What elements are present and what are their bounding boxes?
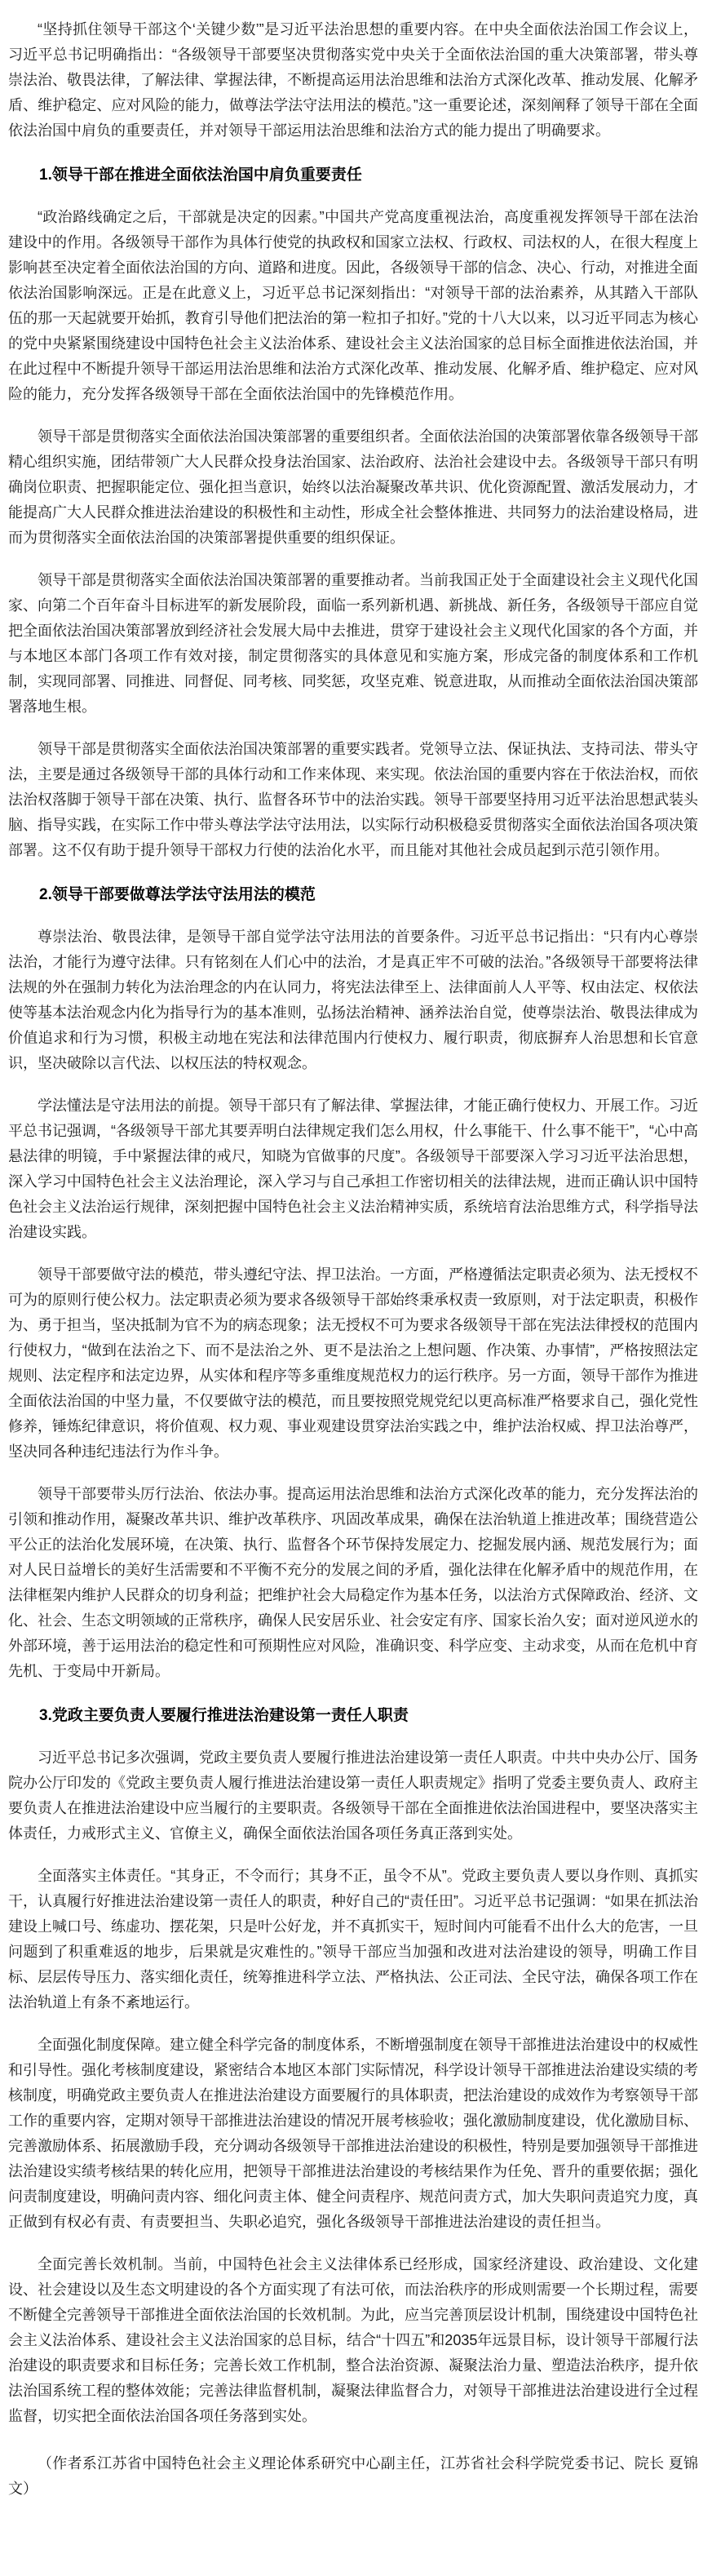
intro-paragraph: “坚持抓住领导干部这个‘关键少数’”是习近平法治思想的重要内容。在中央全面依法治国工作会议上，习近平总书记明确指出：“各级领导干部要坚决贯彻落实党中央关于全面依法治国的重大决策部署，带头尊崇法治、敬畏法律，了解法律、掌握法律，不断提高运用法治思维和法治方式深化改革、推动发展、化解矛盾、维护稳定、应对风险的能力，做尊法学法守法用法的模范。”这一重要论述，深刻阐释了领导干部在全面依法治国中肩负的重要责任，并对领导干部运用法治思维和法治方式的能力提出了明确要求。 [8, 21, 698, 139]
section-2-paragraph-3: 领导干部要做守法的模范，带头遵纪守法、捍卫法治。一方面，严格遵循法定职责必须为、法无授权不可为的原则行使公权力。法定职责必须为要求各级领导干部始终秉承权责一致原则，对于法定职责，积极作为、勇于担当，坚决抵制为官不为的病态现象；法无授权不可为要求各级领导干部在宪法法律授权的范围内行使权力，“做到在法治之下、而不是法治之外、更不是法治之上想问题、作决策、办事情”，严格按照法定规则、法定程序和法定边界，从实体和程序等多重维度规范权力的运行秩序。另一方面，领导干部作为推进全面依法治国的中坚力量，不仅要做守法的模范，而且要按照党规党纪以更高标准严格要求自己，强化党性修养，锤炼纪律意识，将价值观、权力观、事业观建设贯穿法治实践之中，维护法治权威、捍卫法治尊严，坚决同各种违纪违法行为作斗争。 [8, 1266, 698, 1460]
section-2-paragraph-1: 尊崇法治、敬畏法律，是领导干部自觉学法守法用法的首要条件。习近平总书记指出：“只有内心尊崇法治，才能行为遵守法律。只有铭刻在人们心中的法治，才是真正牢不可破的法治。”各级领导干部要将法律法规的外在强制力转化为法治理念的内在认同力，将宪法法律至上、法律面前人人平等、权由法定、权依法使等基本法治观念内化为指导行为的基本准则，弘扬法治精神、涵养法治自觉，使尊崇法治、敬畏法律成为价值追求和行为习惯，积极主动地在宪法和法律范围内行使权力、履行职责，彻底摒弃人治思想和长官意识，坚决破除以言代法、以权压法的特权观念。 [8, 929, 698, 1071]
section-1-paragraph-4: 领导干部是贯彻落实全面依法治国决策部署的重要实践者。党领导立法、保证执法、支持司法、带头守法，主要是通过各级领导干部的具体行动和工作来体现、来实现。依法治国的重要内容在于依法治权，而依法治权落脚于领导干部在决策、执行、监督各环节中的法治实践。领导干部要坚持用习近平法治思想武装头脑、指导实践，在实际工作中带头尊法学法守法用法，以实际行动积极稳妥贯彻落实全面依法治国各项决策部署。这不仅有助于提升领导干部权力行使的法治化水平，而且能对其他社会成员起到示范引领作用。 [8, 741, 698, 858]
section-3-paragraph-3: 全面强化制度保障。建立健全科学完备的制度体系，不断增强制度在领导干部推进法治建设中的权威性和引导性。强化考核制度建设，紧密结合本地区本部门实际情况，科学设计领导干部推进法治建设实绩的考核制度，明确党政主要负责人在推进法治建设方面要履行的具体职责，把法治建设的成效作为考察领导干部工作的重要内容，定期对领导干部推进法治建设的情况开展考核验收；强化激励制度建设，优化激励目标、完善激励体系、拓展激励手段，充分调动各级领导干部推进法治建设的积极性，特别是要加强领导干部推进法治建设实绩考核结果的转化应用，把领导干部推进法治建设的考核结果作为任免、晋升的重要依据；强化问责制度建设，明确问责内容、细化问责主体、健全问责程序、规范问责方式，加大失职问责追究力度，真正做到有权必有责、有责要担当、失职必追究，强化各级领导干部推进法治建设的责任担当。 [8, 2037, 698, 2230]
section-3-paragraph-1: 习近平总书记多次强调，党政主要负责人要履行推进法治建设第一责任人职责。中共中央办公厅、国务院办公厅印发的《党政主要负责人履行推进法治建设第一责任人职责规定》指明了党委主要负责人、政府主要负责人在推进法治建设中应当履行的主要职责。各级领导干部在全面推进依法治国进程中，要坚决落实主体责任，力戒形式主义、官僚主义，确保全面依法治国各项任务真正落到实处。 [8, 1749, 698, 1842]
section-2-paragraph-2: 学法懂法是守法用法的前提。领导干部只有了解法律、掌握法律，才能正确行使权力、开展工作。习近平总书记强调，“各级领导干部尤其要弄明白法律规定我们怎么用权，什么事能干、什么事不能干”，“心中高悬法律的明镜，手中紧握法律的戒尺，知晓为官做事的尺度”。各级领导干部要深入学习习近平法治思想，深入学习中国特色社会主义法治理论，深入学习与自己承担工作密切相关的法律法规，进而正确认识中国特色社会主义法治运行规律，深刻把握中国特色社会主义法治精神实质，系统培育法治思维方式，科学指导法治建设实践。 [8, 1097, 698, 1240]
section-1-paragraph-1: “政治路线确定之后，干部就是决定的因素。”中国共产党高度重视法治，高度重视发挥领导干部在法治建设中的作用。各级领导干部作为具体行使党的执政权和国家立法权、行政权、司法权的人，在很大程度上影响甚至决定着全面依法治国的方向、道路和进度。因此，各级领导干部的信念、决心、行动，对推进全面依法治国影响深远。正是在此意义上，习近平总书记深刻指出：“对领导干部的法治素养，从其踏入干部队伍的那一天起就要开始抓，教育引导他们把法治的第一粒扣子扣好。”党的十八大以来，以习近平同志为核心的党中央紧紧围绕建设中国特色社会主义法治体系、建设社会主义法治国家的总目标全面推进依法治国，并在此过程中不断提升领导干部运用法治思维和法治方式深化改革、推动发展、化解矛盾、维护稳定、应对风险的能力，充分发挥各级领导干部在全面依法治国中的先锋模范作用。 [8, 209, 698, 402]
section-1-paragraph-2: 领导干部是贯彻落实全面依法治国决策部署的重要组织者。全面依法治国的决策部署依靠各级领导干部精心组织实施，团结带领广大人民群众投身法治国家、法治政府、法治社会建设中去。各级领导干部只有明确岗位职责、把握职能定位、强化担当意识，始终以法治凝聚改革共识、优化资源配置、激活发展动力，才能提高广大人民群众推进法治建设的积极性和主动性，形成全社会整体推进、共同努力的法治建设格局，进而为贯彻落实全面依法治国的决策部署提供重要的组织保证。 [8, 428, 698, 546]
section-1-paragraph-3: 领导干部是贯彻落实全面依法治国决策部署的重要推动者。当前我国正处于全面建设社会主义现代化国家、向第二个百年奋斗目标进军的新发展阶段，面临一系列新机遇、新挑战、新任务，各级领导干部应自觉把全面依法治国决策部署放到经济社会发展大局中去推进，贯穿于建设社会主义现代化国家的各个方面，并与本地区本部门各项工作有效对接，制定贯彻落实的具体意见和实施方案，形成完备的制度体系和工作机制，实现同部署、同推进、同督促、同考核、同奖惩，攻坚克难、锐意进取，从而推动全面依法治国决策部署落地生根。 [8, 572, 698, 715]
section-3-paragraph-2: 全面落实主体责任。“其身正，不令而行；其身不正，虽令不从”。党政主要负责人要以身作则、真抓实干，认真履行好推进法治建设第一责任人的职责，种好自己的“责任田”。习近平总书记强调：“如果在抓法治建设上喊口号、练虚功、摆花架，只是叶公好龙，并不真抓实干，短时间内可能看不出什么大的危害，一旦问题到了积重难返的地步，后果就是灾难性的。”领导干部应当加强和改进对法治建设的领导，明确工作目标、层层传导压力、落实细化责任，统筹推进科学立法、严格执法、公正司法、全民守法，确保各项工作在法治轨道上有条不紊地运行。 [8, 1868, 698, 2011]
section-1-heading: 1.领导干部在推进全面依法治国中肩负重要责任 [39, 166, 362, 184]
author-note: （作者系江苏省中国特色社会主义理论体系研究中心副主任，江苏省社会科学院党委书记、院长 夏锦文） [8, 2455, 698, 2497]
section-2-paragraph-4: 领导干部要带头厉行法治、依法办事。提高运用法治思维和法治方式深化改革的能力，充分发挥法治的引领和推动作用，凝聚改革共识、维护改革秩序、巩固改革成果，确保在法治轨道上推进改革；围绕营造公平公正的法治化发展环境，在决策、执行、监督各个环节保持发展定力、挖掘发展内涵、规范发展行为；面对人民日益增长的美好生活需要和不平衡不充分的发展之间的矛盾，强化法律在化解矛盾中的规范作用，在法律框架内维护人民群众的切身利益；把维护社会大局稳定作为基本任务，以法治方式保障政治、经济、文化、社会、生态文明领域的正常秩序，确保人民安居乐业、社会安定有序、国家长治久安；面对逆风逆水的外部环境，善于运用法治的稳定性和可预期性应对风险，准确识变、科学应变、主动求变，从而在危机中育先机、于变局中开新局。 [8, 1486, 698, 1679]
section-2-heading: 2.领导干部要做尊法学法守法用法的模范 [39, 886, 316, 903]
section-3-heading: 3.党政主要负责人要履行推进法治建设第一责任人职责 [39, 1707, 409, 1724]
section-3-paragraph-4: 全面完善长效机制。当前，中国特色社会主义法律体系已经形成，国家经济建设、政治建设、文化建设、社会建设以及生态文明建设的各个方面实现了有法可依，而法治秩序的形成则需要一个长期过程，需要不断健全完善领导干部推进全面依法治国的长效机制。为此，应当完善顶层设计机制，围绕建设中国特色社会主义法治体系、建设社会主义法治国家的总目标，结合“十四五”和2035年远景目标，设计领导干部履行法治建设的职责要求和目标任务；完善长效工作机制，整合法治资源、凝聚法治力量、塑造法治秩序，提升依法治国系统工程的整体效能；完善法律监督机制，凝聚法律监督合力，对领导干部推进法治建设进行全过程监督，切实把全面依法治国各项任务落到实处。 [8, 2256, 698, 2424]
